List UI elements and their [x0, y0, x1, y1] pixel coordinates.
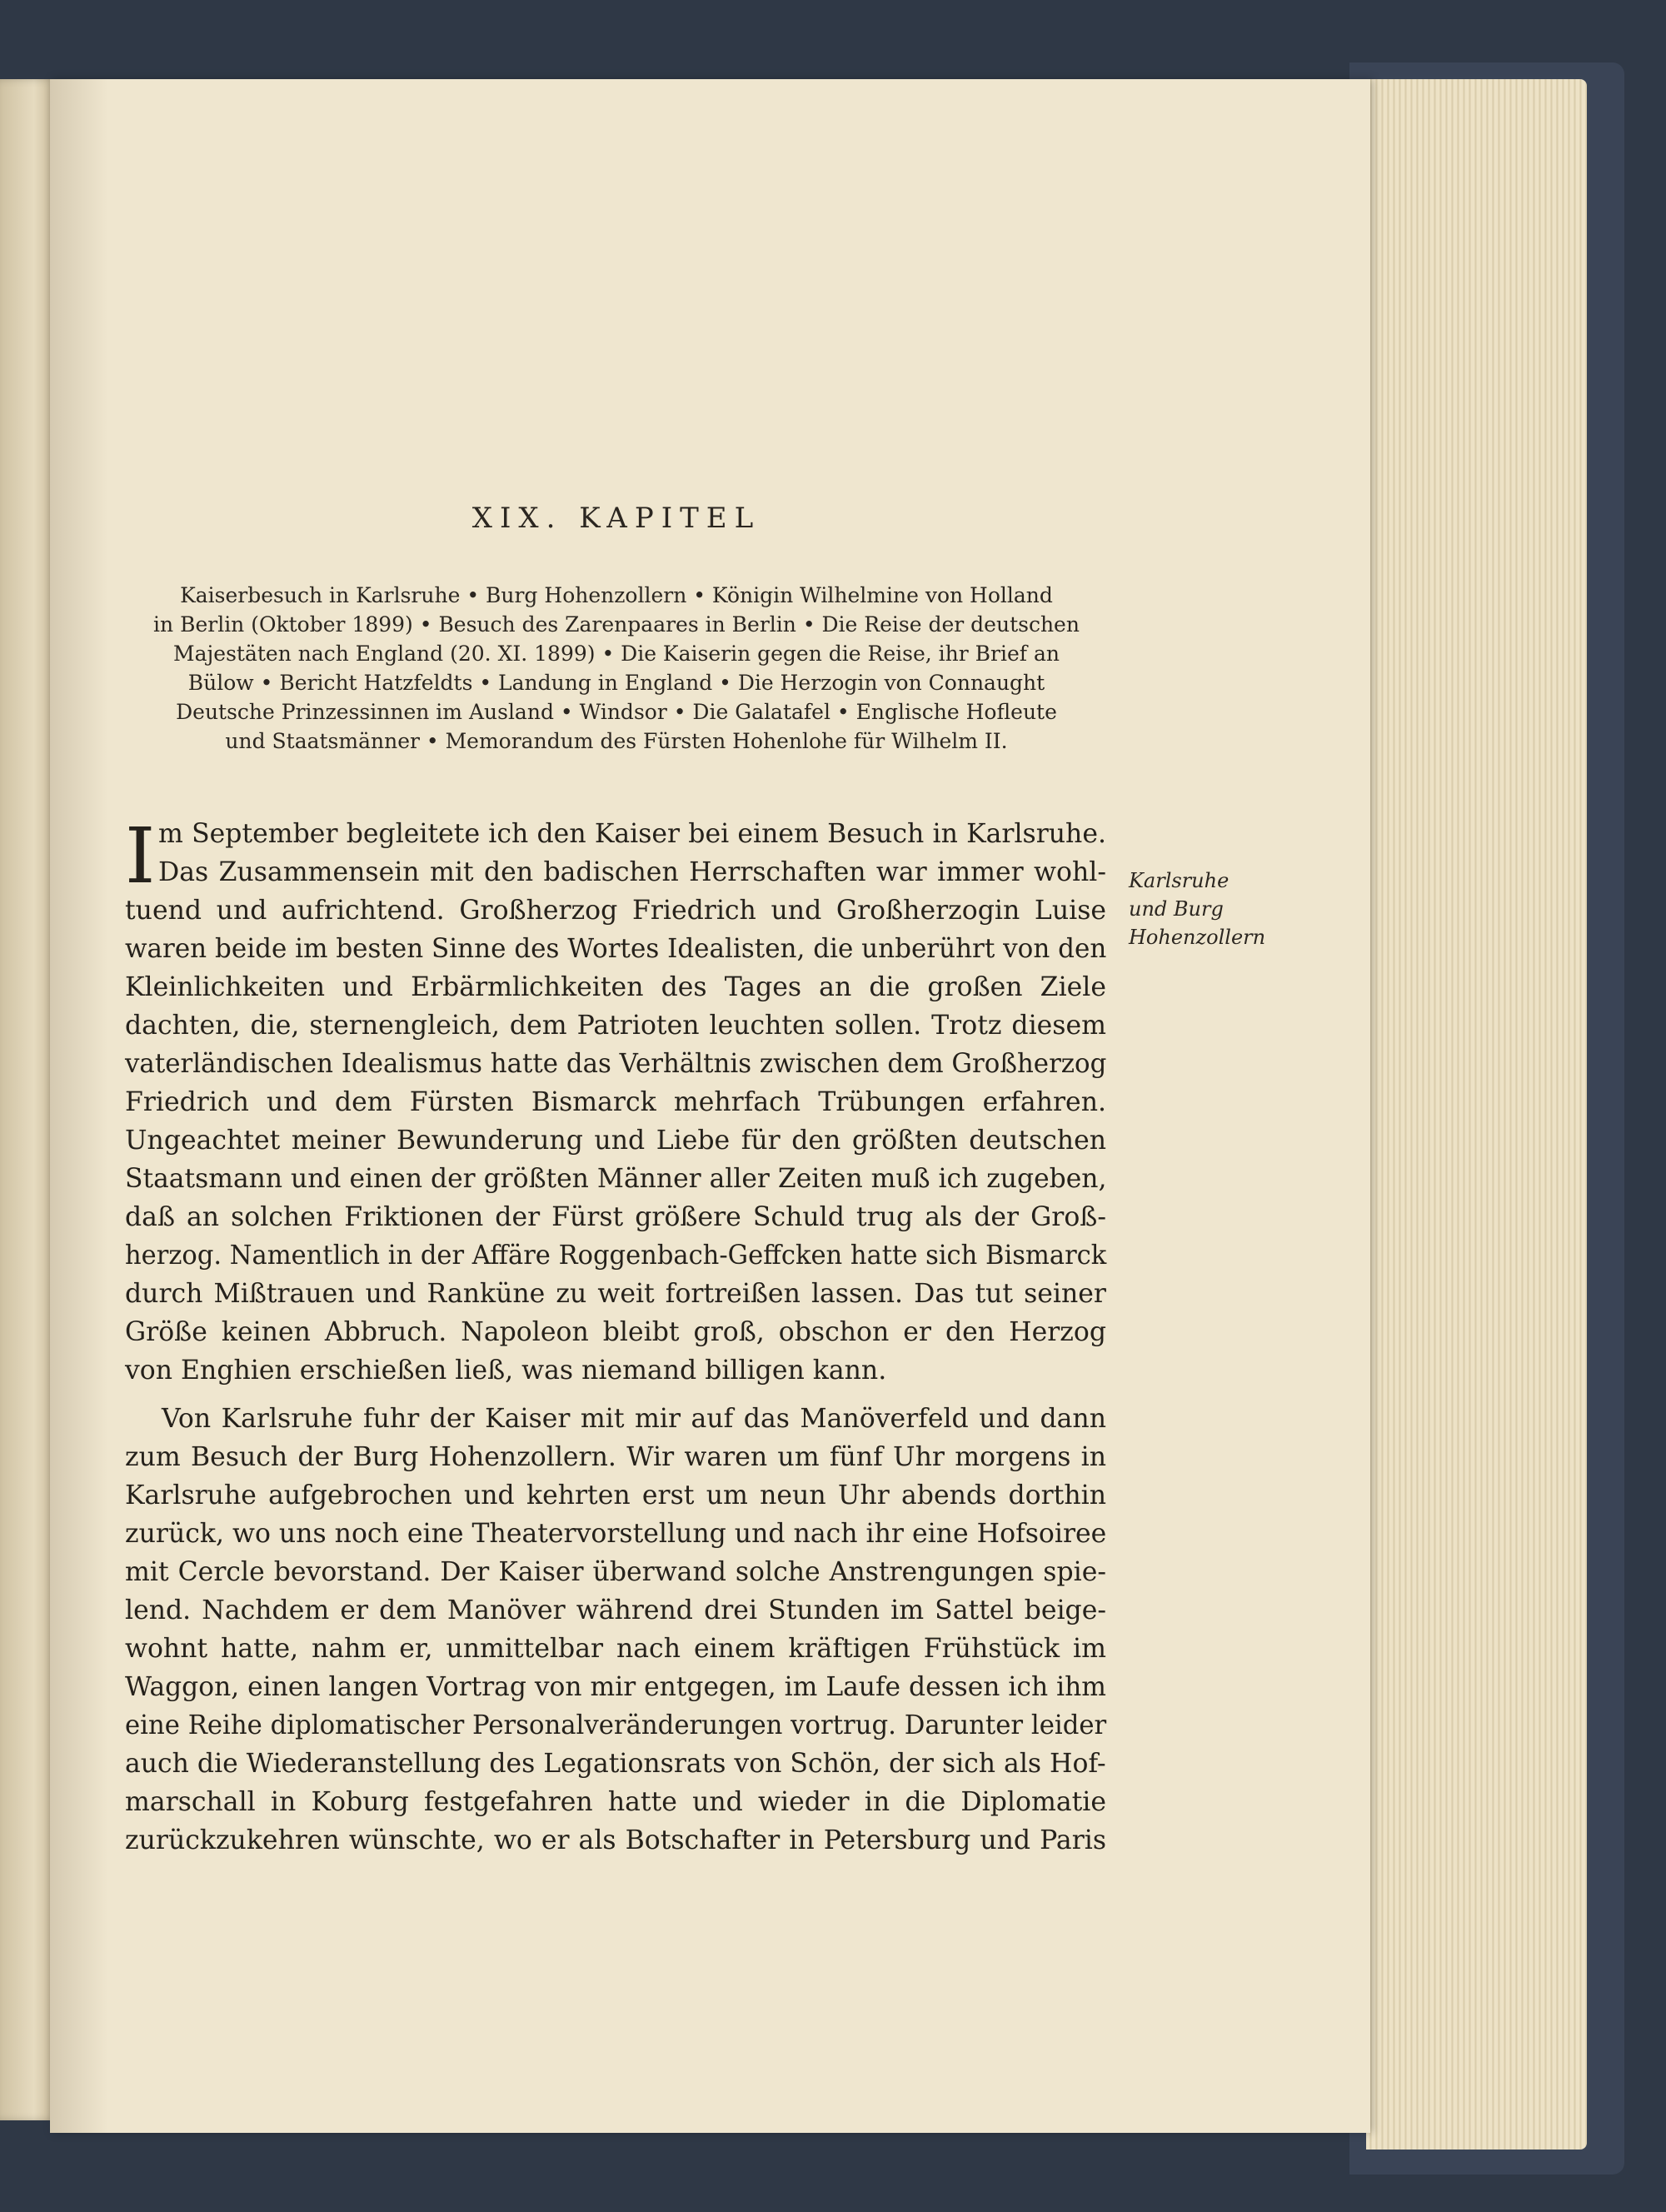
text-line: eine Reihe diplomatischer Personalveränderungen vortrug. Darunter leider — [125, 1710, 1107, 1740]
body-text — [125, 811, 1107, 1860]
summary-line: Kaiserbesuch in Karlsruhe • Burg Hohenzollern • Königin Wilhelmine von Holland — [180, 583, 1053, 607]
text-line: vaterländischen Idealismus hatte das Verhältnis zwischen dem Großherzog — [125, 1049, 1107, 1079]
text-line: tuend und aufrichtend. Großherzog Friedrich und Großherzogin Luise — [125, 896, 1106, 926]
text-line: von Enghien erschießen ließ, was niemand billigen kann. — [125, 1356, 887, 1386]
text-line: Kleinlichkeiten und Erbärmlichkeiten des Tages an die großen Ziele — [125, 972, 1106, 1002]
text-line: mit Cercle bevorstand. Der Kaiser überwand solche Anstrengungen spie- — [125, 1557, 1106, 1587]
margin-note-line: Karlsruhe — [1129, 869, 1230, 892]
page-fore-edge — [1366, 79, 1587, 2150]
summary-line: Bülow • Bericht Hatzfeldts • Landung in England • Die Herzogin von Connaught — [187, 671, 1045, 695]
text-line: zum Besuch der Burg Hohenzollern. Wir waren um fünf Uhr morgens in — [125, 1442, 1106, 1472]
chapter-summary — [117, 581, 1116, 756]
text-line: durch Mißtrauen und Ranküne zu weit fortreißen lassen. Das tut seiner — [125, 1279, 1106, 1309]
summary-line: Majestäten nach England (20. XI. 1899) • Die Kaiserin gegen die Reise, ihr Brief an — [173, 642, 1060, 666]
text-line: Staatsmann und einen der größten Männer aller Zeiten muß ich zugeben, — [125, 1164, 1107, 1194]
text-line: Karlsruhe aufgebrochen und kehrten erst um neun Uhr abends dorthin — [125, 1480, 1106, 1510]
text-line: zurück, wo uns noch eine Theatervorstellung und nach ihr eine Hofsoiree — [125, 1519, 1107, 1549]
text-line: marschall in Koburg festgefahren hatte und wieder in die Diplomatie — [125, 1787, 1106, 1817]
text-line: lend. Nachdem er dem Manöver während drei Stunden im Sattel beige- — [125, 1595, 1106, 1625]
chapter-title: XIX. KAPITEL — [471, 502, 761, 535]
gutter-shadow — [50, 79, 108, 2133]
text-line: Waggon, einen langen Vortrag von mir entgegen, im Laufe dessen ich ihm — [125, 1672, 1106, 1702]
text-line: daß an solchen Friktionen der Fürst größere Schuld trug als der Groß- — [125, 1202, 1106, 1232]
text-line: wohnt hatte, nahm er, unmittelbar nach einem kräftigen Frühstück im — [125, 1634, 1106, 1664]
text-line: Das Zusammensein mit den badischen Herrschaften war immer wohl- — [158, 857, 1106, 887]
margin-note-line: und Burg — [1129, 897, 1224, 921]
text-line: dachten, die, sternengleich, dem Patrioten leuchten sollen. Trotz diesem — [125, 1011, 1106, 1041]
facing-page-edge — [0, 79, 57, 2120]
margin-note — [1129, 866, 1295, 951]
text-line: Ungeachtet meiner Bewunderung und Liebe für den größten deutschen — [125, 1126, 1106, 1156]
text-line: m September begleitete ich den Kaiser bei einem Besuch in Karlsruhe. — [158, 819, 1106, 849]
text-line: Von Karlsruhe fuhr der Kaiser mit mir auf das Manöverfeld und dann — [162, 1404, 1106, 1434]
summary-line: in Berlin (Oktober 1899) • Besuch des Zarenpaares in Berlin • Die Reise der deutschen — [153, 612, 1080, 637]
drop-cap: I — [125, 811, 156, 901]
margin-note-line: Hohenzollern — [1129, 926, 1266, 949]
text-line: Friedrich und dem Fürsten Bismarck mehrfach Trübungen erfahren. — [125, 1087, 1106, 1117]
text-line: auch die Wiederanstellung des Legationsrats von Schön, der sich als Hof- — [125, 1749, 1106, 1779]
text-line: Größe keinen Abbruch. Napoleon bleibt groß, obschon er den Herzog — [125, 1317, 1106, 1347]
summary-line: Deutsche Prinzessinnen im Ausland • Windsor • Die Galatafel • Englische Hofleute — [176, 700, 1057, 724]
text-line: herzog. Namentlich in der Affäre Roggenbach-Geffcken hatte sich Bismarck — [125, 1241, 1107, 1271]
text-line: zurückzukehren wünschte, wo er als Botschafter in Petersburg und Paris — [125, 1825, 1106, 1855]
summary-line: und Staatsmänner • Memorandum des Fürsten Hohenlohe für Wilhelm II. — [225, 729, 1008, 753]
text-line: waren beide im besten Sinne des Wortes Idealisten, die unberührt von den — [125, 934, 1107, 964]
